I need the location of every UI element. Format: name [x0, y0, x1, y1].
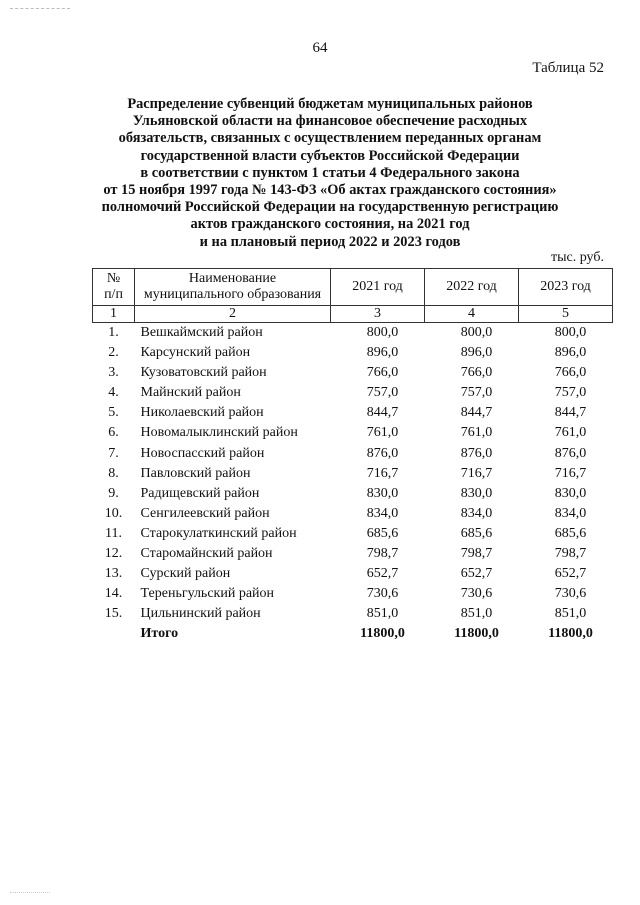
title-line: Распределение субвенций бюджетам муниципальных районов: [127, 96, 533, 112]
row-number: 13.: [104, 566, 123, 582]
scan-mark-bottom: [10, 892, 50, 893]
value-2022: 844,7: [460, 405, 493, 421]
title-line: полномочий Российской Федерации на государственную регистрацию: [101, 199, 559, 216]
header-number: [93, 269, 135, 306]
header-number-line: п/п: [104, 287, 123, 302]
document-title: [60, 96, 600, 251]
value-2022: 876,0: [460, 445, 493, 461]
title-line: в соответствии с пунктом 1 статьи 4 Федерального закона: [140, 164, 520, 181]
value-2021: 730,6: [366, 586, 399, 602]
column-number: 2: [135, 306, 331, 323]
municipality-name: Цильнинский район: [140, 606, 261, 622]
row-number: 9.: [108, 485, 119, 501]
value-2022: 800,0: [460, 325, 493, 340]
subvention-table: [92, 268, 613, 645]
value-2021: 652,7: [366, 566, 399, 582]
column-number: 5: [519, 306, 613, 323]
header-2021: 2021 год: [331, 269, 425, 306]
municipality-name: Кузоватовский район: [140, 365, 267, 381]
municipality-name: Майнский район: [140, 385, 241, 401]
value-2023: 798,7: [554, 546, 587, 562]
value-2021: 834,0: [366, 505, 399, 521]
table-row: [93, 444, 613, 464]
total-2021: 11800,0: [360, 626, 405, 642]
value-2023: 851,0: [554, 606, 587, 622]
value-2022: 851,0: [460, 606, 493, 622]
header-2023: 2023 год: [519, 269, 613, 306]
column-number: 1: [93, 306, 135, 323]
table-row: [93, 604, 613, 624]
value-2022: 766,0: [460, 365, 493, 381]
row-number: 11.: [105, 525, 122, 541]
municipality-name: Сенгилеевский район: [140, 505, 270, 521]
units-label: тыс. руб.: [551, 250, 604, 265]
title-line: от 15 ноября 1997 года № 143-ФЗ «Об актах гражданского состояния»: [103, 182, 557, 199]
row-number: 10.: [104, 505, 123, 521]
value-2021: 761,0: [366, 425, 399, 441]
row-number: 5.: [108, 405, 119, 421]
value-2023: 730,6: [554, 586, 587, 602]
municipality-name: Радищевский район: [140, 485, 260, 501]
column-number: 4: [425, 306, 519, 323]
header-municipality: [135, 269, 331, 306]
table-header-row: [93, 269, 613, 306]
row-number: 15.: [104, 606, 123, 622]
table-row: [93, 343, 613, 363]
table-row: [93, 363, 613, 383]
table-row: [93, 504, 613, 524]
value-2023: 716,7: [554, 465, 587, 481]
value-2023: 876,0: [554, 445, 587, 461]
row-number: 1.: [108, 325, 119, 340]
row-number: 12.: [104, 546, 123, 562]
total-label: Итого: [140, 626, 179, 642]
table-row: [93, 524, 613, 544]
table-row: [93, 403, 613, 423]
value-2023: 757,0: [554, 385, 587, 401]
municipality-name: Сурский район: [140, 566, 231, 582]
row-number: 7.: [108, 445, 119, 461]
value-2021: 685,6: [366, 525, 399, 541]
value-2021: 876,0: [366, 445, 399, 461]
total-2022: 11800,0: [454, 626, 499, 642]
value-2023: 685,6: [554, 525, 587, 541]
table-row: [93, 584, 613, 604]
value-2023: 766,0: [554, 365, 587, 381]
value-2022: 652,7: [460, 566, 493, 582]
row-number: 6.: [108, 425, 119, 441]
value-2022: 730,6: [460, 586, 493, 602]
title-line: государственной власти субъектов Российской Федерации: [140, 147, 520, 164]
value-2021: 830,0: [366, 485, 399, 501]
value-2022: 716,7: [460, 465, 493, 481]
value-2022: 798,7: [460, 546, 493, 562]
value-2022: 685,6: [460, 525, 493, 541]
table-row: [93, 464, 613, 484]
value-2021: 851,0: [366, 606, 399, 622]
value-2023: 652,7: [554, 566, 587, 582]
title-line: актов гражданского состояния, на 2021 год: [190, 216, 470, 233]
column-number-row: [93, 306, 613, 323]
row-number: 3.: [108, 365, 119, 381]
header-municipality-line: Наименование: [188, 271, 277, 286]
value-2023: 834,0: [554, 505, 587, 521]
row-number: 2.: [108, 345, 119, 361]
municipality-name: Павловский район: [140, 465, 251, 481]
municipality-name: Тереньгульский район: [140, 586, 275, 602]
value-2023: 800,0: [554, 325, 587, 340]
value-2021: 757,0: [366, 385, 399, 401]
value-2023: 830,0: [554, 485, 587, 501]
value-2022: 757,0: [460, 385, 493, 401]
value-2021: 844,7: [366, 405, 399, 421]
value-2021: 798,7: [366, 546, 399, 562]
value-2023: 761,0: [554, 425, 587, 441]
header-2022: 2022 год: [425, 269, 519, 306]
table-row: [93, 323, 613, 344]
value-2023: 896,0: [554, 345, 587, 361]
table-row: [93, 383, 613, 403]
municipality-name: Новомалыклинский район: [140, 425, 298, 441]
header-municipality-line: муниципального образования: [143, 287, 322, 302]
municipality-name: Старокулаткинский район: [140, 525, 297, 541]
row-number: 8.: [108, 465, 119, 481]
value-2022: 761,0: [460, 425, 493, 441]
total-num-cell: [93, 624, 135, 644]
row-number: 4.: [108, 385, 119, 401]
municipality-name: Вешкаймский район: [140, 325, 263, 340]
value-2022: 830,0: [460, 485, 493, 501]
total-row: [93, 624, 613, 644]
row-number: 14.: [104, 586, 123, 602]
value-2022: 834,0: [460, 505, 493, 521]
table-row: [93, 484, 613, 504]
page-number: 64: [312, 40, 328, 56]
municipality-name: Карсунский район: [140, 345, 251, 361]
scan-mark-top: [10, 8, 70, 11]
value-2021: 766,0: [366, 365, 399, 381]
table-row: [93, 423, 613, 443]
title-line: Ульяновской области на финансовое обеспечение расходных: [132, 113, 528, 130]
municipality-name: Старомайнский район: [140, 546, 273, 562]
table-row: [93, 564, 613, 584]
value-2021: 800,0: [366, 325, 399, 340]
value-2021: 716,7: [366, 465, 399, 481]
value-2023: 844,7: [554, 405, 587, 421]
municipality-name: Николаевский район: [140, 405, 264, 421]
title-line: и на плановый период 2022 и 2023 годов: [199, 233, 461, 250]
municipality-name: Новоспасский район: [140, 445, 265, 461]
table-label: Таблица 52: [532, 60, 604, 76]
header-number-line: №: [106, 271, 121, 286]
value-2021: 896,0: [366, 345, 399, 361]
value-2022: 896,0: [460, 345, 493, 361]
table-row: [93, 544, 613, 564]
title-line: обязательств, связанных с осуществлением переданных органам: [118, 130, 542, 147]
total-2023: 11800,0: [548, 626, 593, 642]
column-number: 3: [331, 306, 425, 323]
